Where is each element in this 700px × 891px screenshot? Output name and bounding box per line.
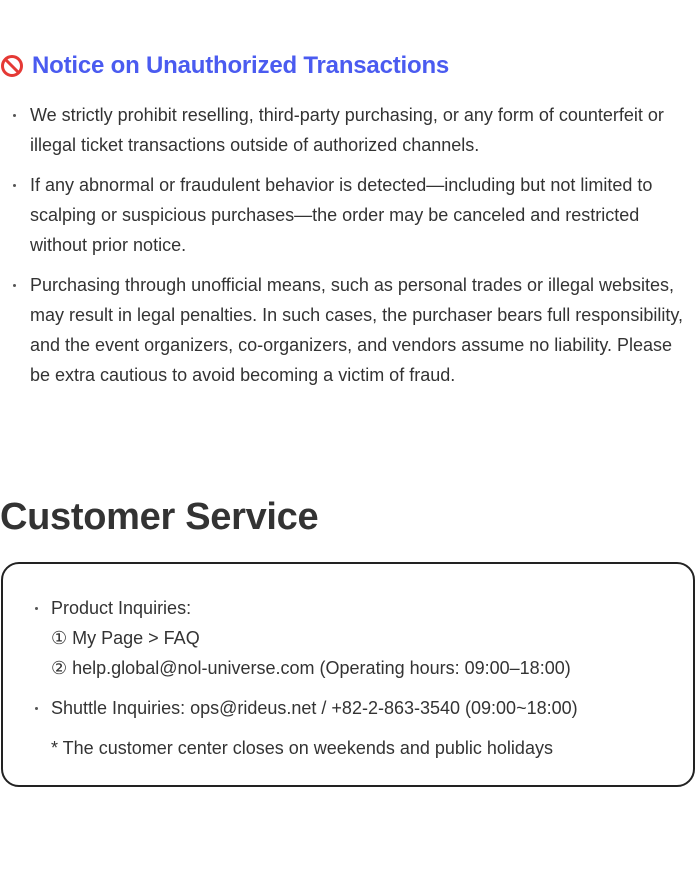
notice-section [0,48,700,400]
customer-service-box [1,562,695,787]
shuttle-inquiries-item: Shuttle Inquiries: ops@rideus.net / +82-2-863-3540 (09:00~18:00) [3,693,693,723]
prohibited-icon [0,54,24,78]
closing-note: * The customer center closes on weekends and public holidays [51,738,553,758]
list-item: Purchasing through unofficial means, such as personal trades or illegal websites, may result in legal penalties. In such cases, the purchaser bears full responsibility, and the event organizers, co-organizers, and vendors assume no liability. Please be extra cautious to avoid becoming a victim of fraud. [0,270,700,390]
list-item: We strictly prohibit reselling, third-party purchasing, or any form of counterfeit or illegal ticket transactions outside of authorized channels. [0,100,700,160]
customer-service-title: Customer Service [0,496,319,538]
notice-list [0,100,700,390]
product-inquiries-item [3,593,693,683]
customer-service-list [3,593,693,733]
notice-title-text: Notice on Unauthorized Transactions [32,52,450,79]
help-email-line: ② help.global@nol-universe.com (Operating hours: 09:00–18:00) [51,658,571,678]
my-page-faq-line: ① My Page > FAQ [51,628,200,648]
list-item: If any abnormal or fraudulent behavior is detected—including but not limited to scalping or suspicious purchases—the order may be canceled and restricted without prior notice. [0,170,700,260]
notice-title [0,48,700,84]
product-inquiries-label: Product Inquiries: [51,598,192,618]
